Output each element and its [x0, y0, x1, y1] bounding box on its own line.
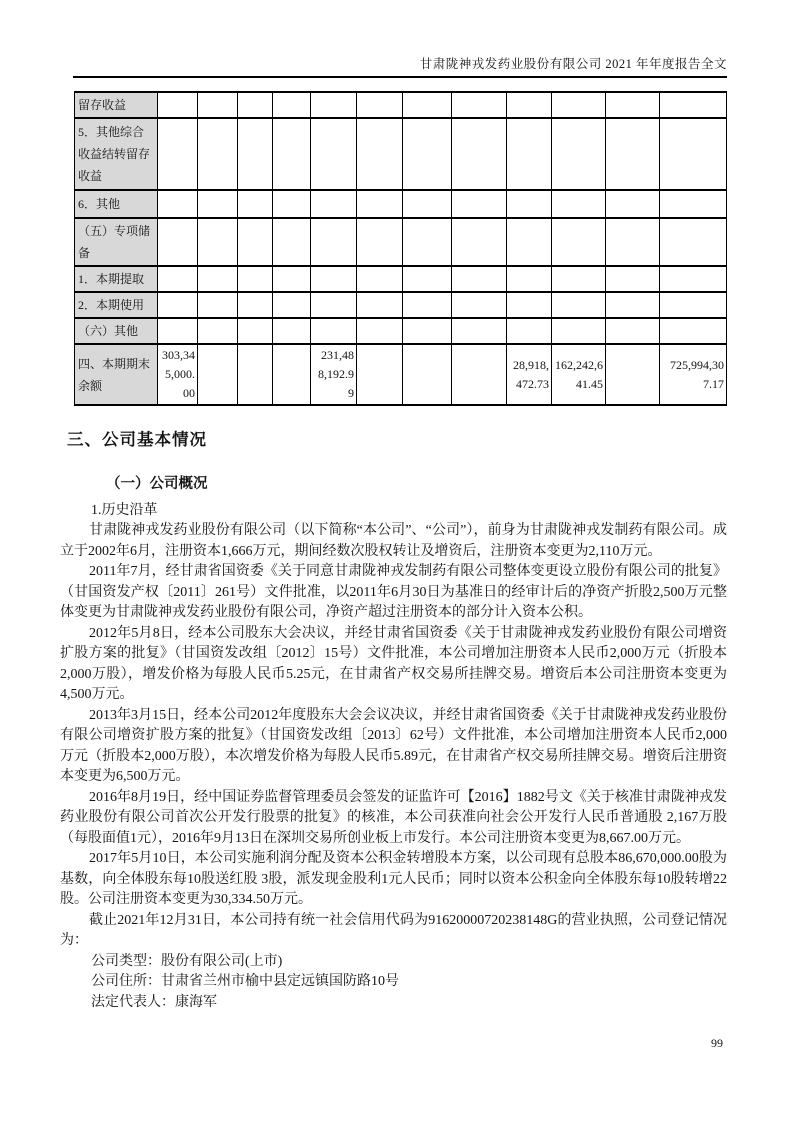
- table-cell: [552, 292, 606, 318]
- table-cell: [238, 190, 273, 218]
- page-number: 99: [711, 1036, 723, 1050]
- table-row: [75, 92, 727, 118]
- table-cell: [198, 344, 238, 405]
- table-cell: [311, 92, 357, 118]
- table-cell: [452, 344, 507, 405]
- row-label-cell: 留存收益: [75, 92, 158, 118]
- table-cell: [238, 344, 273, 405]
- table-cell: [507, 292, 552, 318]
- table-cell: [273, 344, 311, 405]
- table-cell: [311, 190, 357, 218]
- table-cell: [238, 218, 273, 266]
- table-cell: [452, 218, 507, 266]
- table-cell: [507, 190, 552, 218]
- table-row: [75, 318, 727, 344]
- header-divider: [73, 76, 727, 78]
- row-label-cell: 6．其他: [75, 190, 158, 218]
- table-cell: [311, 266, 357, 292]
- item-heading: 1.历史沿革: [91, 503, 158, 518]
- table-cell: [198, 318, 238, 344]
- table-cell: [606, 266, 660, 292]
- table-cell: [403, 190, 452, 218]
- table-cell: [606, 92, 660, 118]
- table-cell: [403, 118, 452, 190]
- table-row-totals: [75, 344, 727, 405]
- table-cell: [273, 190, 311, 218]
- table-cell: [273, 118, 311, 190]
- table-row: [75, 190, 727, 218]
- table-cell: [311, 118, 357, 190]
- table-cell: [273, 92, 311, 118]
- table-cell: [158, 118, 198, 190]
- table-cell: [357, 292, 403, 318]
- table-cell: [357, 190, 403, 218]
- table-cell: [507, 218, 552, 266]
- table-cell: [606, 318, 660, 344]
- table-cell: [660, 218, 727, 266]
- table-cell: [552, 190, 606, 218]
- table-cell: [403, 218, 452, 266]
- table-row: [75, 292, 727, 318]
- table-cell: [403, 92, 452, 118]
- table-cell: [660, 190, 727, 218]
- table-cell: [452, 190, 507, 218]
- table-cell: [238, 292, 273, 318]
- table-row: [75, 218, 727, 266]
- table-cell: [452, 266, 507, 292]
- table-cell: [238, 266, 273, 292]
- table-cell: [273, 292, 311, 318]
- table-cell: [452, 92, 507, 118]
- table-cell: [660, 292, 727, 318]
- table-cell: 303,345,000.00: [158, 344, 198, 405]
- table-cell: [357, 344, 403, 405]
- table-cell: 28,918,472.73: [507, 344, 552, 405]
- table-cell: [158, 292, 198, 318]
- table-cell: [198, 218, 238, 266]
- table-cell: [507, 118, 552, 190]
- table-cell: [606, 190, 660, 218]
- table-cell: [158, 218, 198, 266]
- table-cell: [660, 318, 727, 344]
- row-label-cell: （五）专项储备: [75, 218, 158, 266]
- table-cell: [606, 344, 660, 405]
- table-cell: 725,994,307.17: [660, 344, 727, 405]
- section-heading: 三、公司基本情况: [67, 430, 207, 449]
- paragraph-history: 甘肃陇神戎发药业股份有限公司（以下简称“本公司”、“公司”），前身为甘肃陇神戎发制药有限公司。成立于2002年6月，注册资本1,666万元，期间经数次股权转让及增资后，注册资本变更为2,110万元。: [60, 523, 727, 559]
- table-cell: [403, 318, 452, 344]
- table-cell: [238, 92, 273, 118]
- table-cell: [311, 218, 357, 266]
- paragraph-2017: 2017年5月10日，本公司实施利润分配及资本公积金转增股本方案，以公司现有总股本86,670,000.00股为基数，向全体股东每10股送红股 3股，派发现金股利1元人民币；同时以资本公积金向全体股东每10股转增22股。公司注册资本变更为30,334.50万元。: [60, 851, 727, 907]
- subsection-heading: （一）公司概况: [106, 476, 208, 492]
- table-cell: [357, 218, 403, 266]
- table-cell: [158, 318, 198, 344]
- table-cell: [198, 292, 238, 318]
- table-cell: [606, 218, 660, 266]
- table-cell: [311, 292, 357, 318]
- table-cell: 231,488,192.99: [311, 344, 357, 405]
- table-cell: [357, 118, 403, 190]
- table-cell: [552, 92, 606, 118]
- table-cell: [606, 292, 660, 318]
- paragraph-2013: 2013年3月15日，经本公司2012年度股东大会会议决议，并经甘肃省国资委《关于甘肃陇神戎发药业股份有限公司增资扩股方案的批复》（甘国资发改组〔2013〕62号）文件批准，本公司增加注册资本人民币2,000万元（折股本2,000万股），本次增发价格为每股人民币5.89元，在甘肃省产权交易所挂牌交易。增资后注册资本变更为6,500万元。: [60, 707, 727, 784]
- table-cell: [357, 318, 403, 344]
- table-cell: [552, 266, 606, 292]
- table-cell: [507, 266, 552, 292]
- table-cell: [198, 266, 238, 292]
- table-cell: [158, 266, 198, 292]
- registration-line-address: 公司住所：甘肃省兰州市榆中县定远镇国防路10号: [91, 974, 399, 989]
- row-label-cell: （六）其他: [75, 318, 158, 344]
- table-cell: [238, 118, 273, 190]
- table-cell: [552, 118, 606, 190]
- equity-change-table: [74, 91, 727, 406]
- paragraph-2012: 2012年5月8日，经本公司股东大会决议，并经甘肃省国资委《关于甘肃陇神戎发药业股份有限公司增资扩股方案的批复》（甘国资发改组〔2012〕15号）文件批准，本公司增加注册资本人民币2,000万元（折股本2,000万股），增发价格为每股人民币5.25元，在甘肃省产权交易所挂牌交易。增资后本公司注册资本变更为4,500万元。: [60, 625, 727, 702]
- table-cell: [452, 292, 507, 318]
- report-header-title: 甘肃陇神戎发药业股份有限公司 2021 年年度报告全文: [419, 57, 727, 71]
- table-cell: [403, 266, 452, 292]
- table-cell: [452, 318, 507, 344]
- table-cell: [403, 344, 452, 405]
- table-cell: [452, 118, 507, 190]
- table-cell: [357, 92, 403, 118]
- table-cell: [198, 92, 238, 118]
- table-row: [75, 266, 727, 292]
- paragraph-2016: 2016年8月19日，经中国证券监督管理委员会签发的证监许可【2016】1882号文《关于核准甘肃陇神戎发药业股份有限公司首次公开发行股票的批复》的核准，本公司获准向社会公开发行人民币普通股 2,167万股（每股面值1元），2016年9月13日在深圳交易所创业板上市发行。本公司注册资本变更为8,667.00万元。: [60, 789, 727, 846]
- table-cell: [507, 92, 552, 118]
- table-cell: [311, 318, 357, 344]
- table-cell: [403, 292, 452, 318]
- table-cell: 162,242,641.45: [552, 344, 606, 405]
- table-cell: [158, 190, 198, 218]
- row-label-cell: 1．本期提取: [75, 266, 158, 292]
- table-cell: [273, 318, 311, 344]
- table-cell: [357, 266, 403, 292]
- table-cell: [552, 318, 606, 344]
- table-cell: [238, 318, 273, 344]
- table-row: [75, 118, 727, 190]
- table-cell: [552, 218, 606, 266]
- table-cell: [507, 318, 552, 344]
- table-cell: [606, 118, 660, 190]
- row-label-cell: 5．其他综合收益结转留存收益: [75, 118, 158, 190]
- row-label-cell: 四、本期期末余额: [75, 344, 158, 405]
- table-cell: [273, 218, 311, 266]
- row-label-cell: 2．本期使用: [75, 292, 158, 318]
- paragraph-2011: 2011年7月，经甘肃省国资委《关于同意甘肃陇神戎发制药有限公司整体变更设立股份有限公司的批复》（甘国资发产权〔2011〕261号）文件批准，以2011年6月30日为基准日的经审计后的净资产折股2,500万元整体变更为甘肃陇神戎发药业股份有限公司，净资产超过注册资本的部分计入资本公积。: [60, 564, 727, 620]
- table-cell: [158, 92, 198, 118]
- table-cell: [198, 118, 238, 190]
- table-cell: [660, 118, 727, 190]
- table-cell: [198, 190, 238, 218]
- table-cell: [273, 266, 311, 292]
- table-cell: [660, 266, 727, 292]
- paragraph-registration: 截止2021年12月31日，本公司持有统一社会信用代码为91620000720238148G的营业执照，公司登记情况为：: [60, 912, 727, 948]
- registration-line-legal-representative: 法定代表人：康海军: [91, 994, 217, 1010]
- table-cell: [660, 92, 727, 118]
- registration-line-company-type: 公司类型：股份有限公司(上市): [91, 953, 283, 969]
